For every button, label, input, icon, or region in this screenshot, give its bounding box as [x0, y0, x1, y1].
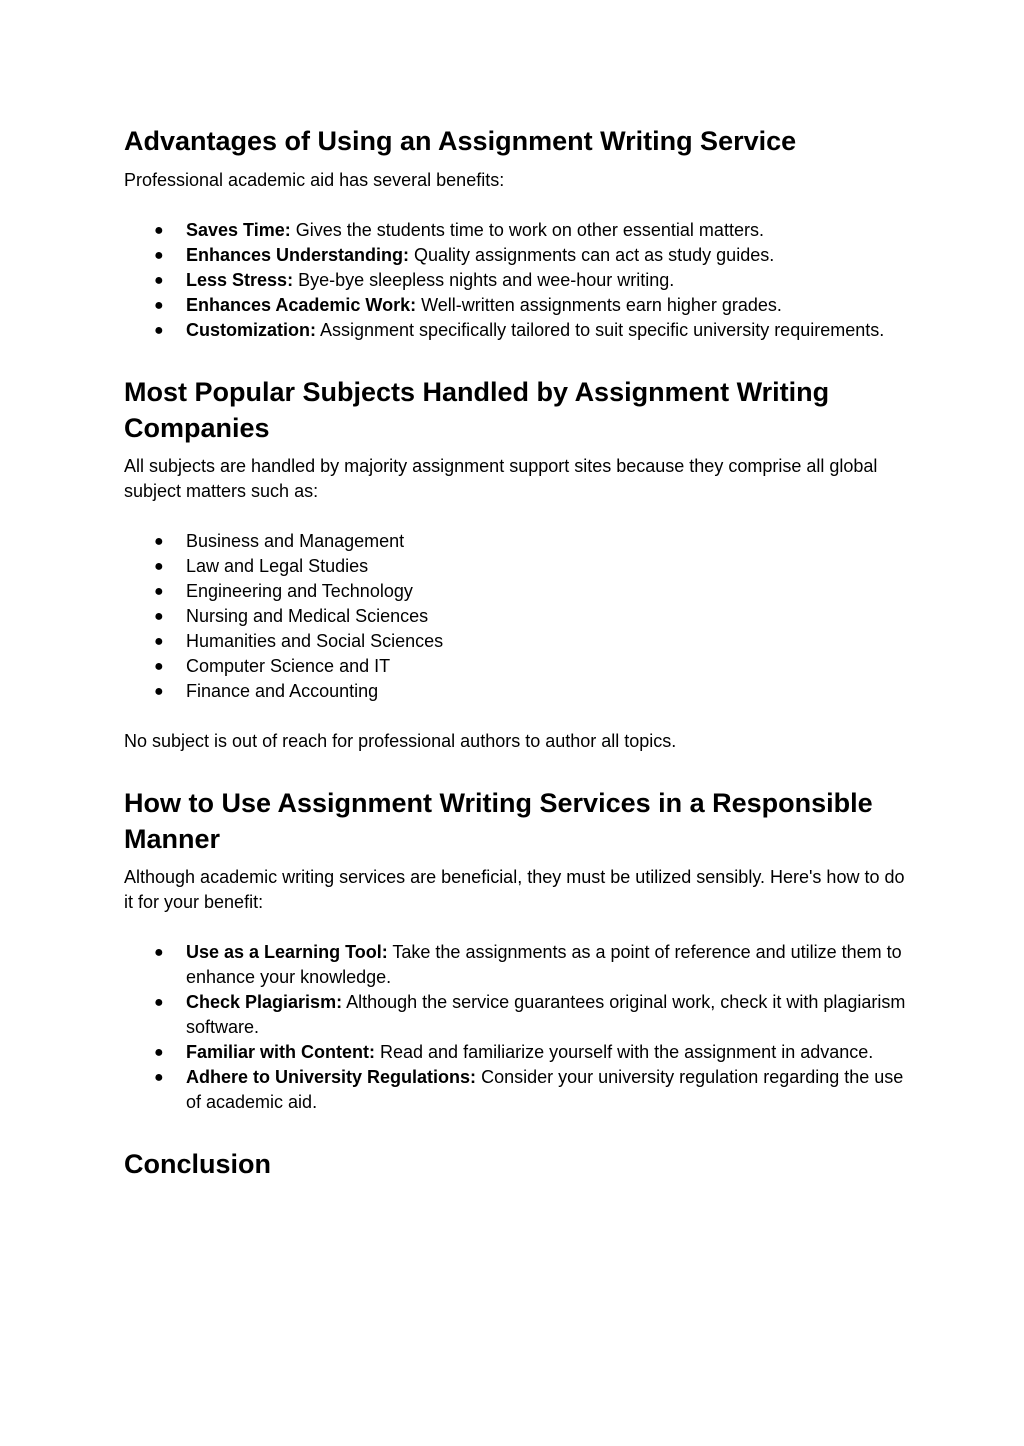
list-item: [124, 604, 914, 629]
bullet-icon: ●: [154, 633, 164, 650]
subjects-intro: All subjects are handled by majority assignment support sites because they comprise all global subject matters such as:: [124, 456, 878, 501]
item-text: Bye-bye sleepless nights and wee-hour writing.: [293, 270, 675, 290]
bullet-icon: ●: [154, 247, 164, 264]
item-text: Well-written assignments earn higher grades.: [416, 295, 782, 315]
bullet-icon: ●: [154, 1044, 164, 1061]
item-label: Familiar with Content:: [186, 1042, 375, 1062]
list-item: [124, 243, 914, 268]
item-text: Quality assignments can act as study guides.: [409, 245, 775, 265]
item-label: Customization:: [186, 320, 316, 340]
item-text: Computer Science and IT: [186, 656, 391, 676]
list-item: [124, 679, 914, 704]
bullet-icon: ●: [154, 322, 164, 339]
bullet-icon: ●: [154, 272, 164, 289]
item-text: Assignment specifically tailored to suit specific university requirements.: [316, 320, 885, 340]
list-item: [124, 654, 914, 679]
responsible-list: [124, 940, 914, 1115]
list-item: [124, 293, 914, 318]
item-text: Consider your university regulation regarding the use of academic aid.: [186, 1067, 904, 1112]
list-item: [124, 1040, 914, 1065]
list-item: [124, 529, 914, 554]
item-label: Use as a Learning Tool:: [186, 942, 388, 962]
item-text: Take the assignments as a point of reference and utilize them to enhance your knowledge.: [186, 942, 902, 987]
item-text: Nursing and Medical Sciences: [186, 606, 429, 626]
item-text: Gives the students time to work on other essential matters.: [290, 220, 764, 240]
bullet-icon: ●: [154, 608, 164, 625]
bullet-icon: ●: [154, 1069, 164, 1086]
heading-responsible-use: How to Use Assignment Writing Services in a Responsible Manner: [124, 788, 873, 854]
bullet-icon: ●: [154, 583, 164, 600]
item-text: Finance and Accounting: [186, 681, 379, 701]
bullet-icon: ●: [154, 558, 164, 575]
bullet-icon: ●: [154, 994, 164, 1011]
item-text: Humanities and Social Sciences: [186, 631, 444, 651]
list-item: [124, 990, 914, 1040]
advantages-intro: Professional academic aid has several benefits:: [124, 170, 505, 190]
list-item: [124, 268, 914, 293]
bullet-icon: ●: [154, 683, 164, 700]
bullet-icon: ●: [154, 297, 164, 314]
item-text: Read and familiarize yourself with the assignment in advance.: [375, 1042, 874, 1062]
bullet-icon: ●: [154, 658, 164, 675]
bullet-icon: ●: [154, 533, 164, 550]
document-page: [124, 117, 914, 1182]
list-item: [124, 218, 914, 243]
item-label: Check Plagiarism:: [186, 992, 343, 1012]
list-item: [124, 579, 914, 604]
advantages-list: [124, 218, 914, 343]
subjects-list: [124, 529, 914, 704]
subjects-outro: No subject is out of reach for professional authors to author all topics.: [124, 731, 677, 751]
heading-conclusion: Conclusion: [124, 1149, 271, 1179]
item-label: Less Stress:: [186, 270, 294, 290]
bullet-icon: ●: [154, 222, 164, 239]
list-item: [124, 1065, 914, 1115]
item-text: Business and Management: [186, 531, 405, 551]
item-text: Law and Legal Studies: [186, 556, 369, 576]
bullet-icon: ●: [154, 944, 164, 961]
item-text: Although the service guarantees original work, check it with plagiarism software.: [186, 992, 906, 1037]
list-item: [124, 629, 914, 654]
responsible-intro: Although academic writing services are beneficial, they must be utilized sensibly. Here's how to do it for your benefit:: [124, 867, 905, 912]
heading-popular-subjects: Most Popular Subjects Handled by Assignment Writing Companies: [124, 377, 830, 443]
list-item: [124, 940, 914, 990]
list-item: [124, 318, 914, 343]
item-label: Enhances Understanding:: [186, 245, 410, 265]
list-item: [124, 554, 914, 579]
item-text: Engineering and Technology: [186, 581, 413, 601]
item-label: Adhere to University Regulations:: [186, 1067, 477, 1087]
item-label: Enhances Academic Work:: [186, 295, 417, 315]
heading-advantages: Advantages of Using an Assignment Writing Service: [124, 126, 797, 156]
item-label: Saves Time:: [186, 220, 291, 240]
